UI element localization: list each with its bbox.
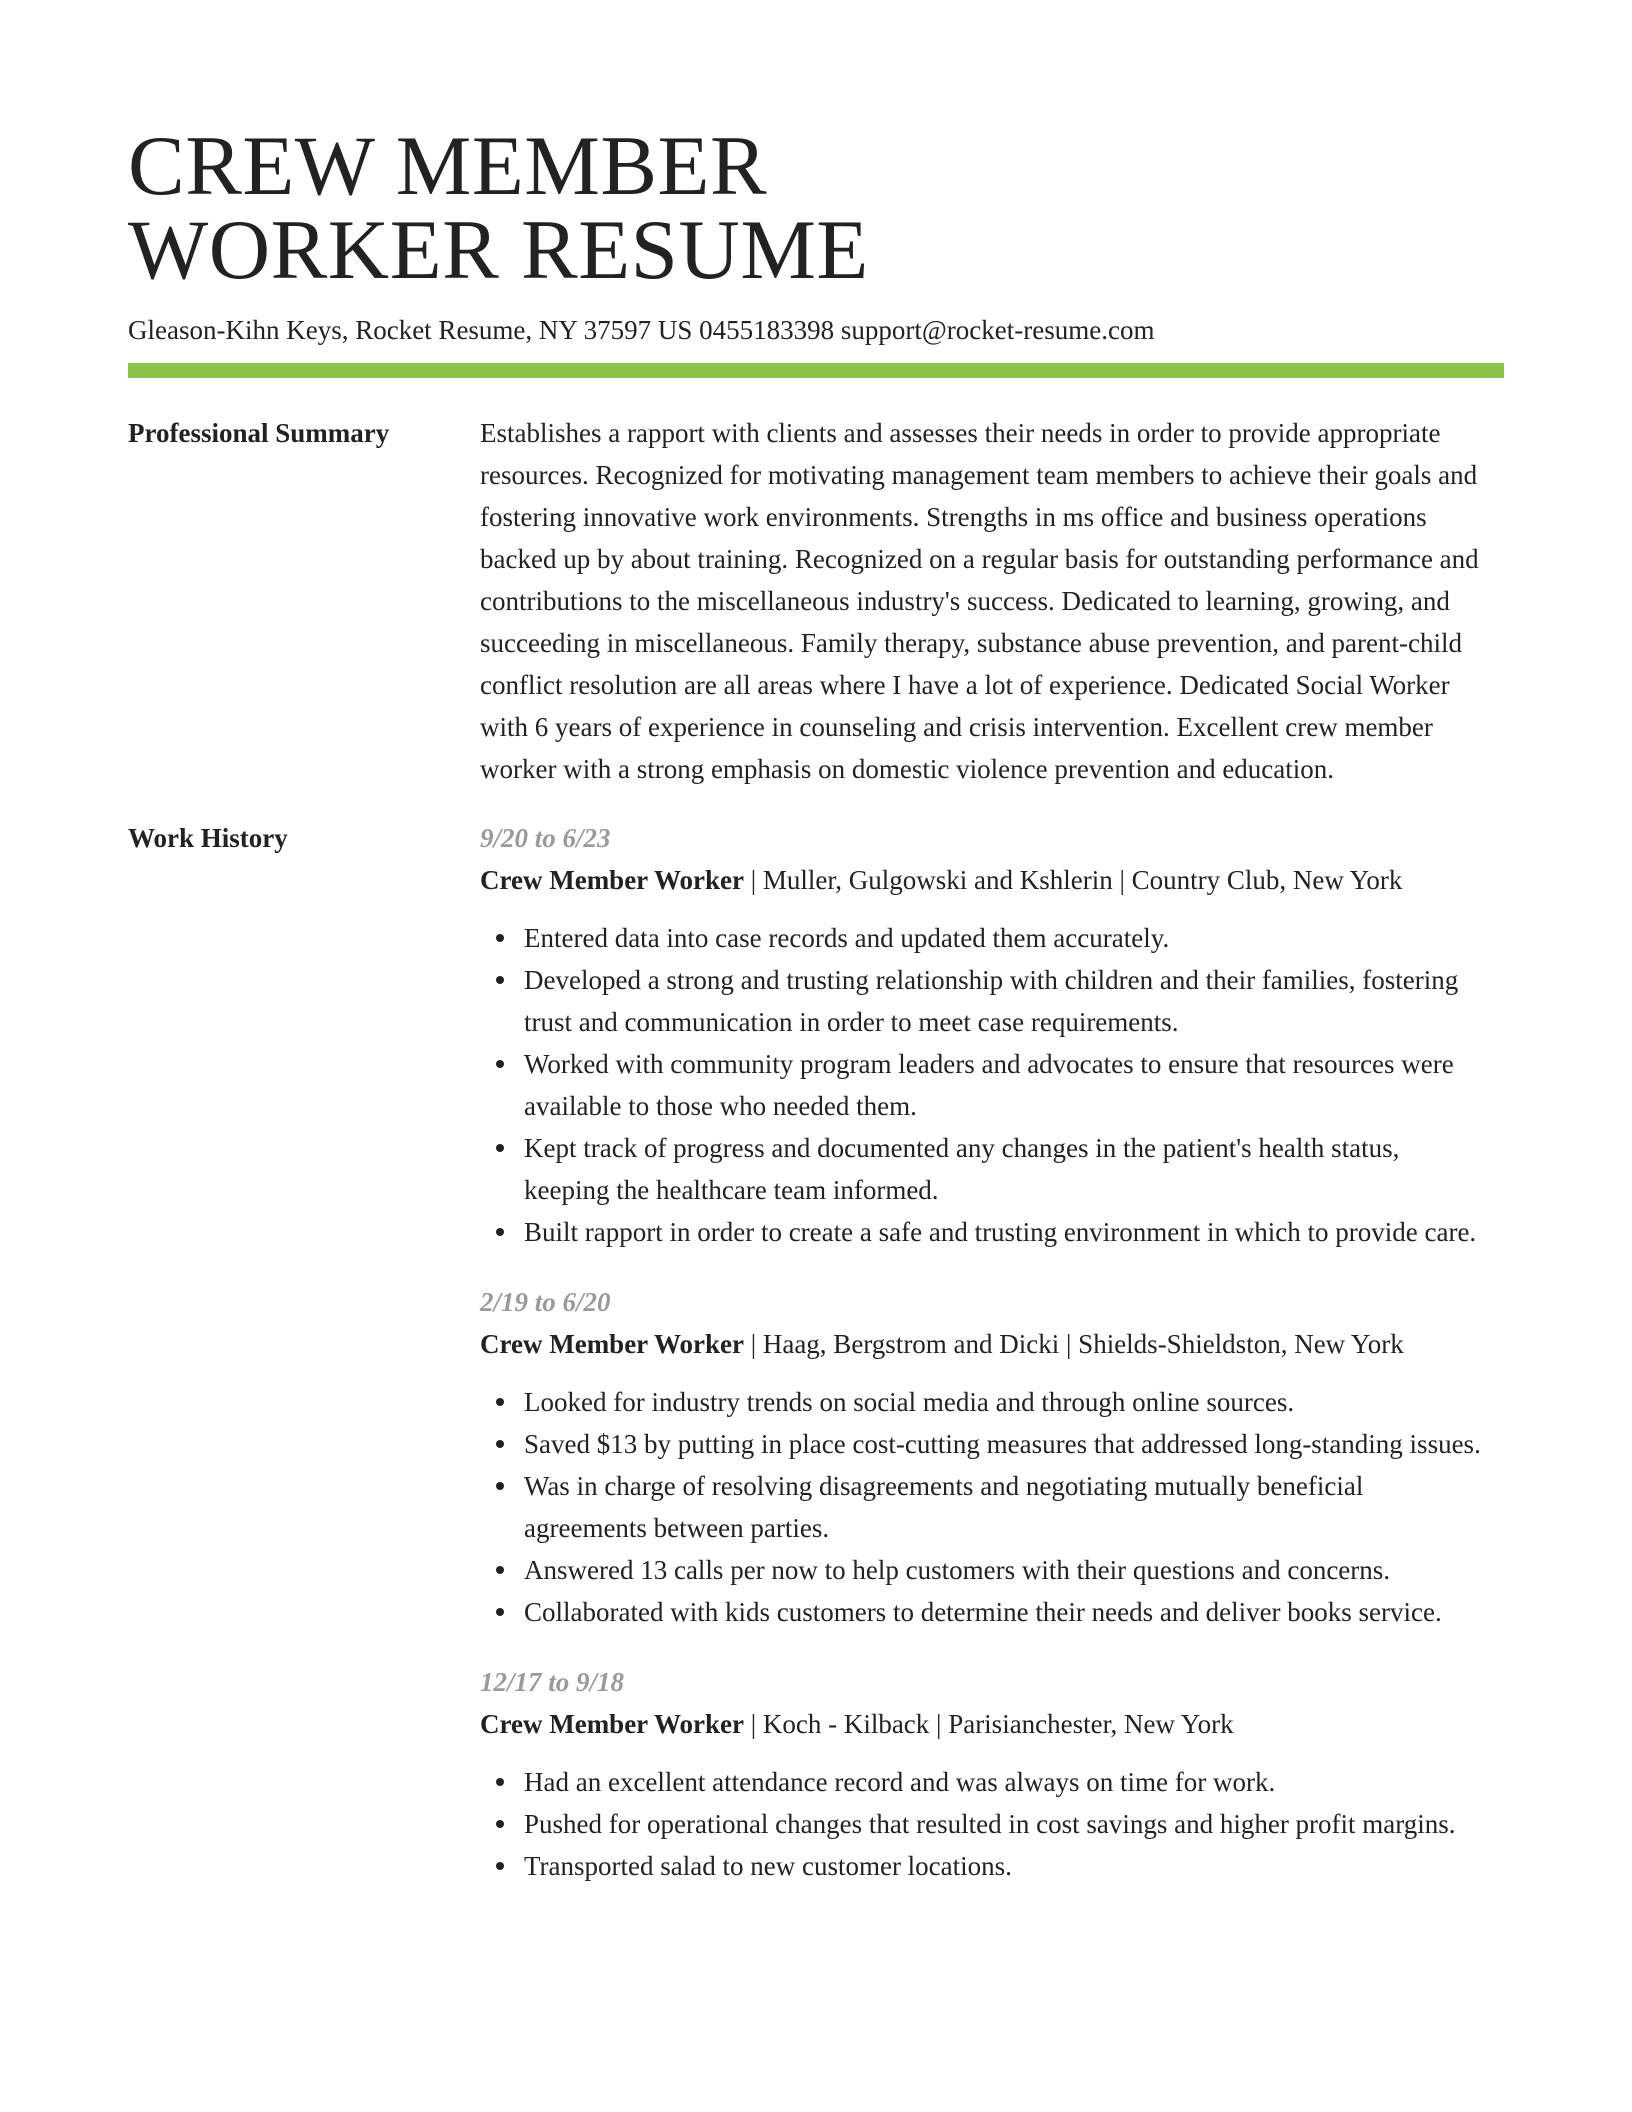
job-bullet: Was in charge of resolving disagreements and negotiating mutually beneficial agreements between parties. bbox=[524, 1465, 1490, 1549]
job-dates: 2/19 to 6/20 bbox=[480, 1287, 611, 1317]
section-label-summary: Professional Summary bbox=[128, 418, 390, 448]
title-line-1: CREW MEMBER bbox=[128, 119, 768, 213]
job-bullet: Looked for industry trends on social media and through online sources. bbox=[524, 1381, 1490, 1423]
job-bullet: Developed a strong and trusting relationship with children and their families, fostering trust and communication in order to meet case requirements. bbox=[524, 959, 1490, 1043]
job-employer-location: | Haag, Bergstrom and Dicki | Shields-Shieldston, New York bbox=[743, 1329, 1404, 1359]
job-bullet: Entered data into case records and updated them accurately. bbox=[524, 917, 1490, 959]
professional-summary-section bbox=[128, 412, 1504, 790]
job-bullet: Transported salad to new customer locations. bbox=[524, 1845, 1490, 1887]
accent-divider bbox=[128, 363, 1504, 378]
job-title: Crew Member Worker bbox=[480, 865, 744, 895]
job-bullet: Answered 13 calls per now to help customers with their questions and concerns. bbox=[524, 1549, 1490, 1591]
job-entry bbox=[480, 817, 1490, 1253]
resume-title bbox=[128, 0, 1504, 297]
resume-page bbox=[128, 0, 1504, 1915]
job-dates: 9/20 to 6/23 bbox=[480, 823, 611, 853]
job-employer-location: | Muller, Gulgowski and Kshlerin | Country Club, New York bbox=[743, 865, 1403, 895]
job-employer-location: | Koch - Kilback | Parisianchester, New York bbox=[743, 1709, 1234, 1739]
job-bullet: Had an excellent attendance record and was always on time for work. bbox=[524, 1761, 1490, 1803]
job-bullet: Saved $13 by putting in place cost-cutting measures that addressed long-standing issues. bbox=[524, 1423, 1490, 1465]
job-bullets bbox=[480, 917, 1490, 1253]
job-title: Crew Member Worker bbox=[480, 1709, 744, 1739]
work-history-list bbox=[480, 817, 1490, 1915]
title-line-2: WORKER RESUME bbox=[128, 203, 869, 297]
job-entry bbox=[480, 1281, 1490, 1633]
job-heading bbox=[480, 1703, 1490, 1745]
job-title: Crew Member Worker bbox=[480, 1329, 744, 1359]
job-bullets bbox=[480, 1381, 1490, 1633]
summary-text: Establishes a rapport with clients and assesses their needs in order to provide appropriate resources. Recognized for motivating management team members to achieve their goals and fostering innovative work environments. Strengths in ms office and business operations backed up by about training. Recognized on a regular basis for outstanding performance and contributions to the miscellaneous industry's success. Dedicated to learning, growing, and succeeding in miscellaneous. Family therapy, substance abuse prevention, and parent-child conflict resolution are all areas where I have a lot of experience. Dedicated Social Worker with 6 years of experience in counseling and crisis intervention. Excellent crew member worker with a strong emphasis on domestic violence prevention and education. bbox=[480, 418, 1479, 784]
job-bullet: Kept track of progress and documented any changes in the patient's health status, keeping the healthcare team informed. bbox=[524, 1127, 1490, 1211]
job-bullet: Pushed for operational changes that resulted in cost savings and higher profit margins. bbox=[524, 1803, 1490, 1845]
job-bullet: Collaborated with kids customers to determine their needs and deliver books service. bbox=[524, 1591, 1490, 1633]
work-history-section bbox=[128, 817, 1504, 1915]
job-bullets bbox=[480, 1761, 1490, 1887]
job-heading bbox=[480, 859, 1490, 901]
job-heading bbox=[480, 1323, 1490, 1365]
job-dates: 12/17 to 9/18 bbox=[480, 1667, 625, 1697]
job-entry bbox=[480, 1661, 1490, 1887]
job-bullet: Built rapport in order to create a safe and trusting environment in which to provide care. bbox=[524, 1211, 1490, 1253]
section-label-work: Work History bbox=[128, 823, 288, 853]
job-bullet: Worked with community program leaders and advocates to ensure that resources were available to those who needed them. bbox=[524, 1043, 1490, 1127]
contact-line: Gleason-Kihn Keys, Rocket Resume, NY 37597 US 0455183398 support@rocket-resume.com bbox=[128, 315, 1155, 345]
